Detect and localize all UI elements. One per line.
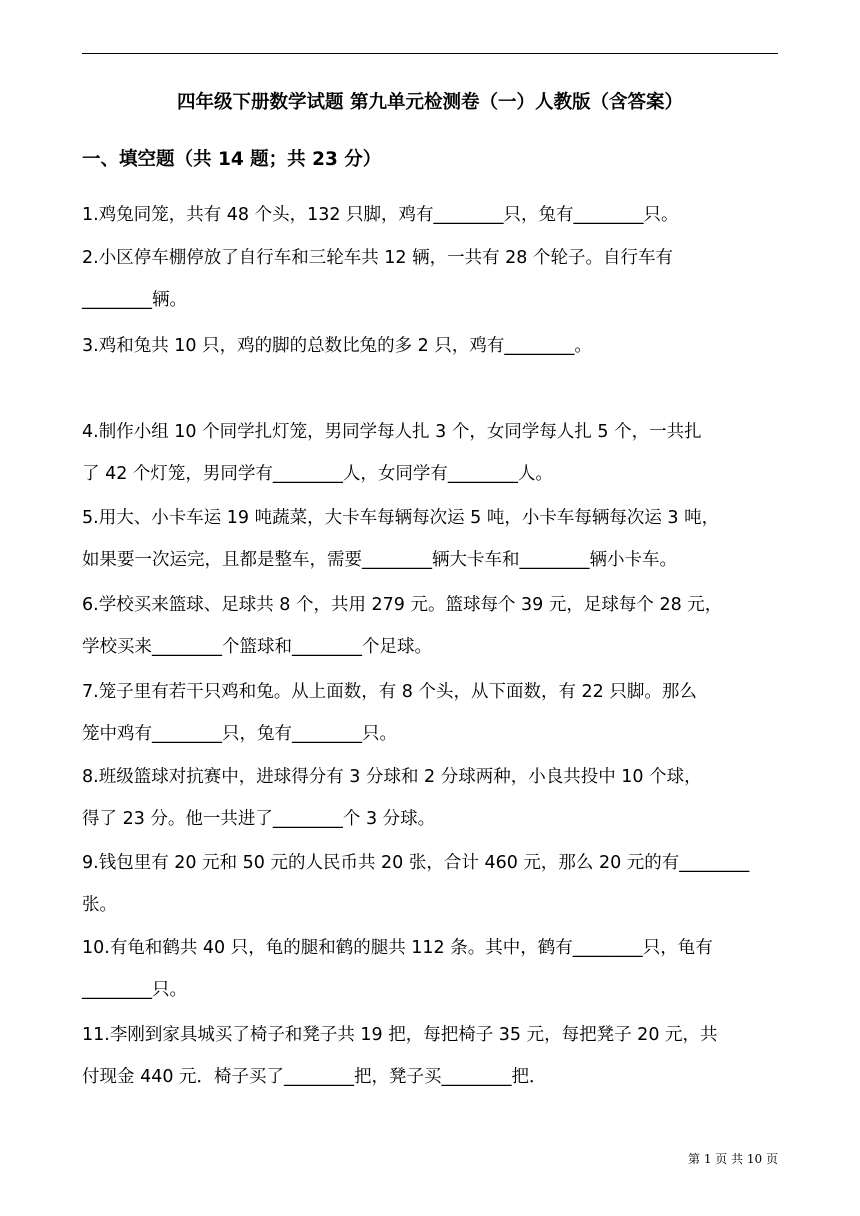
- question-line: ________辆。: [82, 290, 187, 310]
- question-line: 1.鸡兔同笼，共有 48 个头，132 只脚，鸡有________只，兔有________只。: [82, 205, 679, 225]
- question-6: [82, 584, 778, 668]
- question-line: ________只。: [82, 980, 187, 1000]
- question-1: [82, 194, 778, 236]
- question-5: [82, 497, 778, 581]
- question-line: 3.鸡和兔共 10 只，鸡的脚的总数比兔的多 2 只，鸡有________。: [82, 336, 592, 356]
- question-10: [82, 927, 778, 1011]
- question-line: 4.制作小组 10 个同学扎灯笼，男同学每人扎 3 个，女同学每人扎 5 个，一共扎: [82, 422, 702, 442]
- question-8: [82, 756, 778, 840]
- question-line: 8.班级篮球对抗赛中，进球得分有 3 分球和 2 分球两种，小良共投中 10 个球，: [82, 767, 702, 787]
- question-line: 付现金 440 元．椅子买了________把，凳子买________把．: [82, 1067, 547, 1087]
- question-line: 7.笼子里有若干只鸡和兔。从上面数，有 8 个头，从下面数，有 22 只脚。那么: [82, 682, 697, 702]
- question-line: 2.小区停车棚停放了自行车和三轮车共 12 辆，一共有 28 个轮子。自行车有: [82, 248, 673, 268]
- question-line: 了 42 个灯笼，男同学有________人，女同学有________人。: [82, 464, 553, 484]
- question-line: 得了 23 分。他一共进了________个 3 分球。: [82, 809, 436, 829]
- question-9: [82, 842, 778, 926]
- page-footer: 第 1 页 共 10 页: [688, 1152, 778, 1166]
- question-line: 张。: [82, 895, 117, 915]
- question-7: [82, 671, 778, 755]
- question-line: 5.用大、小卡车运 19 吨蔬菜，大卡车每辆每次运 5 吨，小卡车每辆每次运 3 吨，: [82, 508, 720, 528]
- question-11: [82, 1014, 778, 1098]
- question-line: 6.学校买来篮球、足球共 8 个，共用 279 元。篮球每个 39 元，足球每个 28 元，: [82, 595, 723, 615]
- question-line: 10.有龟和鹤共 40 只，龟的腿和鹤的腿共 112 条。其中，鹤有________只，龟有: [82, 938, 713, 958]
- question-2: [82, 237, 778, 321]
- question-line: 11.李刚到家具城买了椅子和凳子共 19 把，每把椅子 35 元，每把凳子 20 元，共: [82, 1025, 718, 1045]
- section-heading: 一、填空题（共 14 题；共 23 分）: [82, 149, 382, 170]
- question-line: 笼中鸡有________只，兔有________只。: [82, 724, 397, 744]
- question-line: 9.钱包里有 20 元和 50 元的人民币共 20 张，合计 460 元，那么 20 元的有________: [82, 853, 750, 873]
- document-title: 四年级下册数学试题 第九单元检测卷（一）人教版（含答案）: [177, 92, 683, 113]
- question-3: [82, 325, 778, 367]
- question-4: [82, 411, 778, 495]
- question-line: 学校买来________个篮球和________个足球。: [82, 637, 432, 657]
- question-line: 如果要一次运完，且都是整车，需要________辆大卡车和________辆小卡车。: [82, 550, 677, 570]
- header-rule: [82, 53, 778, 54]
